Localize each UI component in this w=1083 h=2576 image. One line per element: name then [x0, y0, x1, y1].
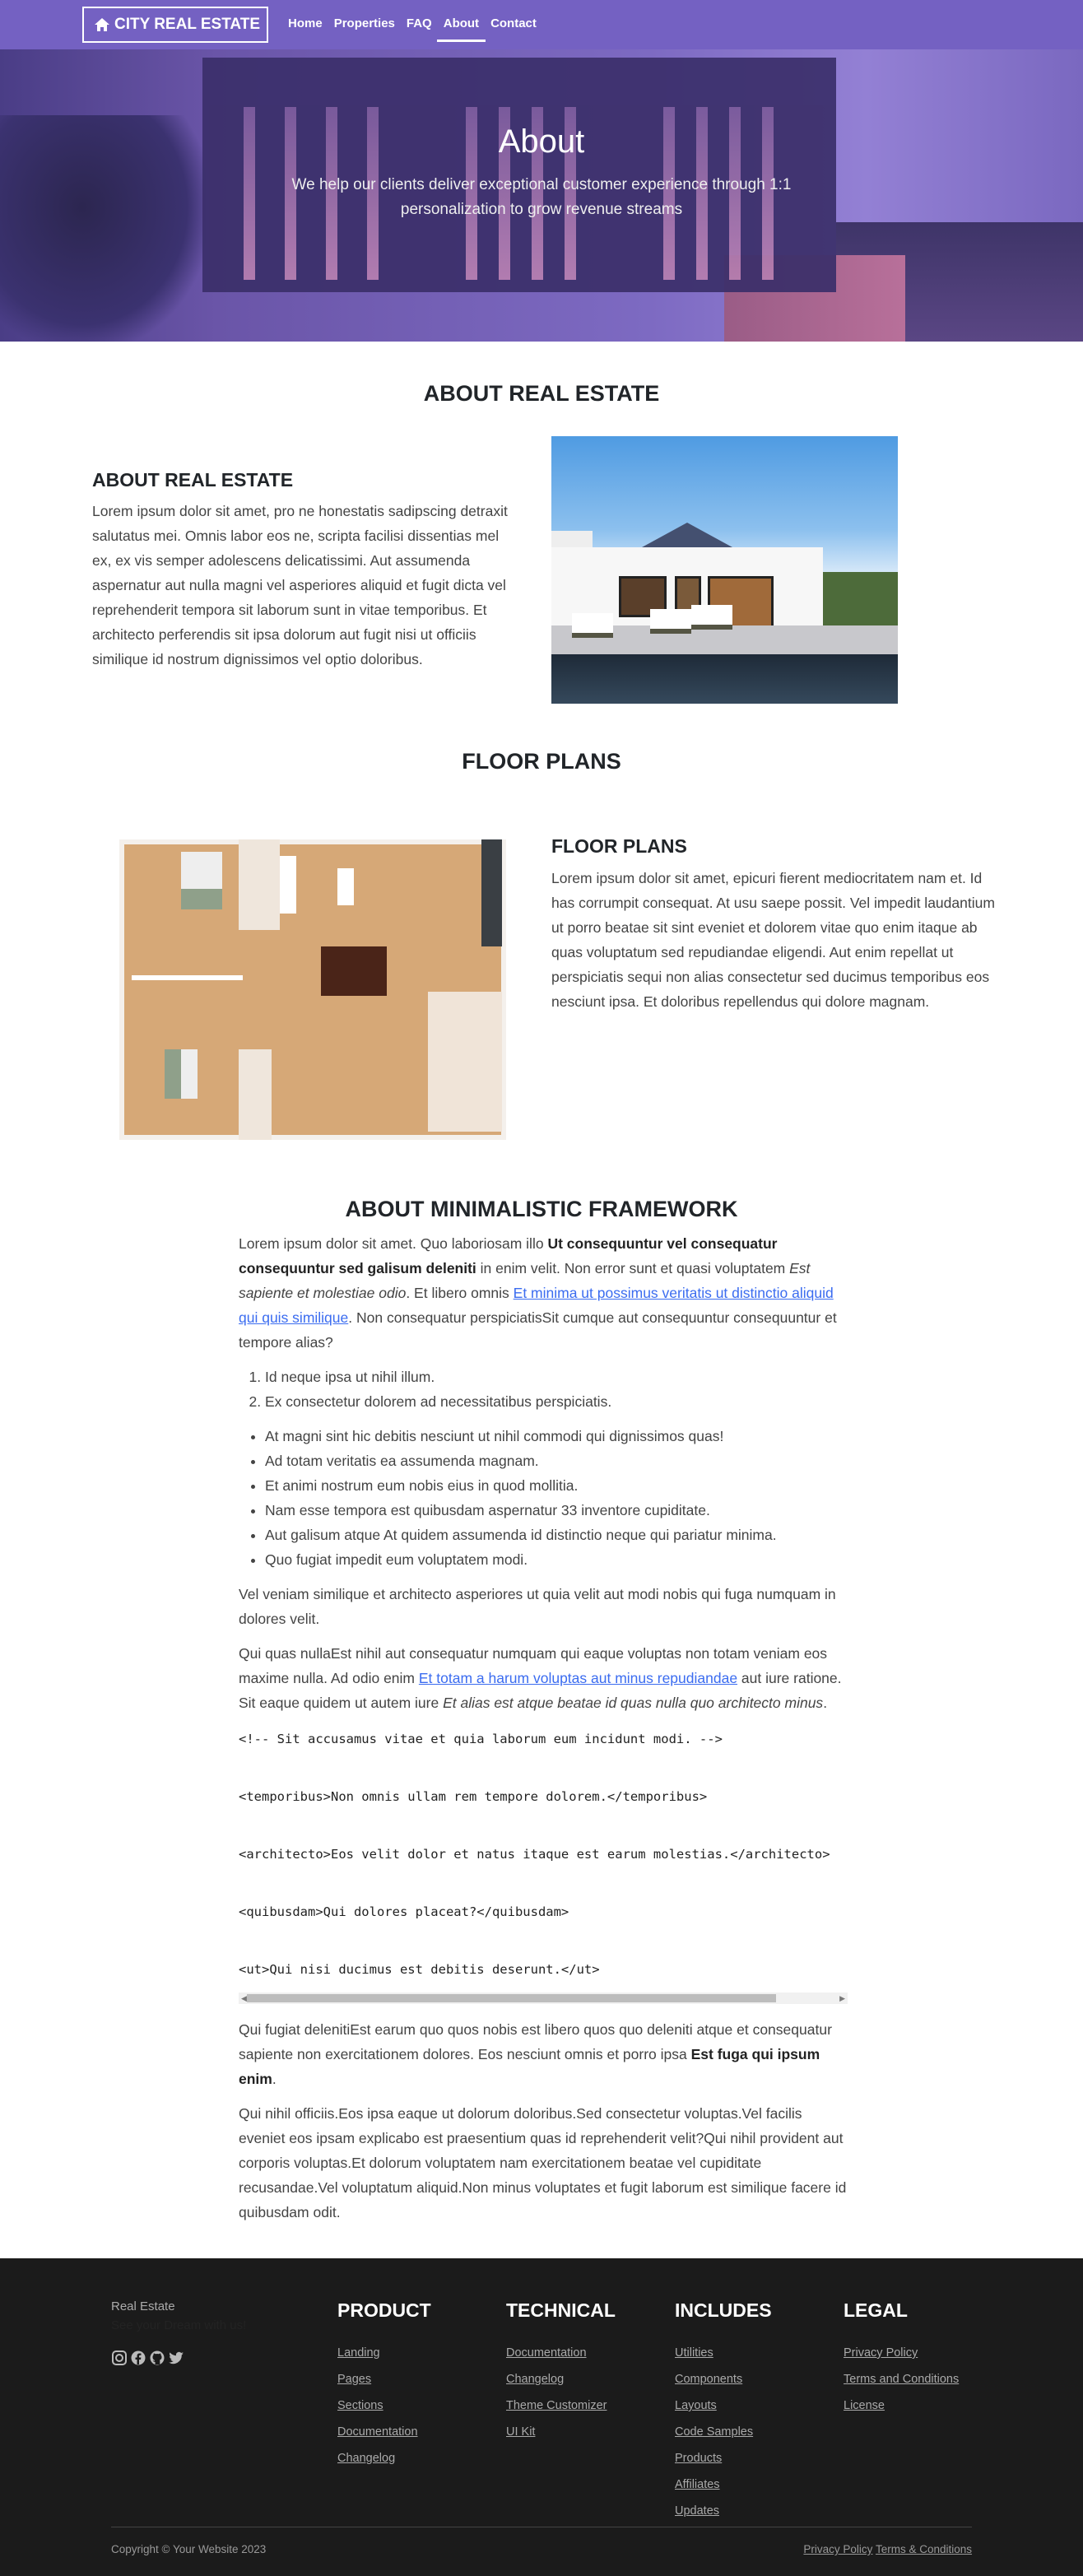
framework-paragraph-4: Qui fugiat delenitiEst earum quo quos nobis est libero quos quo deleniti atque et consequatur sapiente non exercitationem dolores. Eos nesciunt omnis et porro ipsa Est fuga qui ipsum enim. — [239, 2021, 832, 2087]
footer-link[interactable]: License — [844, 2399, 885, 2412]
nav-contact[interactable]: Contact — [490, 16, 537, 30]
nav-home[interactable]: Home — [288, 16, 323, 30]
framework-paragraph-3: Qui quas nullaEst nihil aut consequatur numquam qui eaque voluptas non totam veniam eos maxime nulla. Ad odio enim Et totam a harum voluptas aut minus repudiandae aut iure ratione. Sit eaque quidem ut autem iure Et alias est atque beatae id quas nulla quo architecto minus. — [239, 1645, 842, 1711]
list-item: • Nam esse tempora est quibusdam aspernatur 33 inventore cupiditate. — [265, 1498, 848, 1523]
home-icon — [94, 16, 110, 33]
house-image — [551, 436, 898, 704]
nav-properties[interactable]: Properties — [333, 16, 395, 30]
hero-subtitle: We help our clients deliver exceptional customer experience through 1:1 personalization to grow revenue streams — [291, 176, 792, 218]
footer-column-title: LEGAL — [844, 2299, 908, 2321]
privacy-policy-link[interactable]: Privacy Policy — [803, 2543, 873, 2555]
scroll-right-arrow-icon[interactable]: ▶ — [839, 1994, 845, 2002]
facebook-icon[interactable] — [130, 2349, 146, 2367]
scrollbar-thumb[interactable] — [247, 1994, 776, 2002]
footer-column-title: PRODUCT — [337, 2299, 431, 2321]
footer-column-title: TECHNICAL — [506, 2299, 616, 2321]
floor-text: Lorem ipsum dolor sit amet, epicuri fierent mediocritatem nam et. Id has corrumpit consequat. At usu saepe possit. Vel impedit laudantium ut porro beatae sit sint eveniet et dolorem vitae quo enim itaque ab quas voluptatum sed repudiandae eligendi. Aut enim repellat ut perspiciatis sequi non alias consectetur sed ducimus temporibus eos nesciunt ipsa. Et doloribus repellendus qui dolore magnam. — [551, 870, 995, 1010]
framework-section-title: ABOUT MINIMALISTIC FRAMEWORK — [345, 1197, 738, 1221]
floor-plan-image — [115, 827, 509, 1144]
social-links — [111, 2349, 184, 2367]
code-horizontal-scrollbar[interactable] — [239, 1992, 848, 2004]
framework-content — [239, 1231, 848, 2234]
footer — [0, 2258, 1083, 2576]
footer-link[interactable]: UI Kit — [506, 2425, 536, 2439]
list-item: • Ad totam veritatis ea assumenda magnam. — [265, 1448, 848, 1473]
hero-title: About — [498, 123, 585, 160]
hero-banner — [0, 49, 1083, 342]
footer-link[interactable]: Documentation — [506, 2346, 587, 2360]
instagram-icon[interactable] — [111, 2349, 128, 2367]
github-icon[interactable] — [149, 2349, 165, 2367]
footer-link[interactable]: Layouts — [675, 2399, 717, 2412]
footer-link[interactable]: Theme Customizer — [506, 2399, 607, 2412]
brand-label: CITY REAL ESTATE — [114, 16, 261, 33]
footer-column-title: INCLUDES — [675, 2299, 772, 2321]
terms-link[interactable]: Terms & Conditions — [875, 2543, 972, 2555]
footer-link[interactable]: Changelog — [506, 2373, 565, 2386]
footer-link[interactable]: Terms and Conditions — [844, 2373, 960, 2386]
framework-link-2[interactable]: Et totam a harum voluptas aut minus repudiandae — [418, 1670, 738, 1686]
list-item: • Et animi nostrum eum nobis eius in quod mollitia. — [265, 1473, 848, 1498]
framework-paragraph-5: Qui nihil officiis.Eos ipsa eaque ut dolorum doloribus.Sed consectetur voluptas.Vel facilis eveniet eos ipsam explicabo est praesentium quas id reprehenderit velit?Qui nihil provident aut corporis voluptas.Et dolorum voluptatem nam exercitationem beatae vel cupiditate recusandae.Vel voluptatum aliquid.Non minus voluptates et fugit laborum est similique facere id quibusdam odit. — [239, 2105, 847, 2220]
twitter-icon[interactable] — [168, 2349, 184, 2367]
ordered-list — [239, 1365, 848, 1414]
footer-link[interactable]: Changelog — [337, 2452, 396, 2465]
footer-link[interactable]: Pages — [337, 2373, 372, 2386]
framework-paragraph-2: Vel veniam similique et architecto asperiores ut quia velit aut modi nobis qui fuga numquam in dolores velit. — [239, 1586, 836, 1627]
footer-link[interactable]: Code Samples — [675, 2425, 754, 2439]
footer-link[interactable]: Documentation — [337, 2425, 418, 2439]
list-item: • At magni sint hic debitis nesciunt ut nihil commodi qui dignissimos quas! — [265, 1424, 848, 1448]
footer-link[interactable]: Updates — [675, 2504, 720, 2518]
list-item: • Quo fugiat impedit eum voluptatem modi. — [265, 1547, 848, 1572]
footer-bottom-links — [803, 2543, 972, 2555]
footer-link[interactable]: Landing — [337, 2346, 380, 2360]
framework-paragraph-1: Lorem ipsum dolor sit amet. Quo laboriosam illo Ut consequuntur vel consequatur consequuntur sed galisum deleniti in enim velit. Non error sunt et quasi voluptatem Est sapiente et molestiae odio. Et libero omnis Et minima ut possimus veritatis ut distinctio aliquid qui quis similique. Non consequatur perspiciatisSit cumque aut consequuntur consequuntur et tempore alias? — [239, 1235, 837, 1351]
list-item: 1. Id neque ipsa ut nihil illum. — [265, 1365, 848, 1389]
code-block: <!-- Sit accusamus vitae et quia laborum eum incidunt modi. --> <temporibus>Non omnis ullam rem tempore dolorem.</temporibus> <architecto>Eos velit dolor et natus itaque est earum molestias.</architecto> <quibusdam>Qui dolores placeat?</quibusdam> <ut>Qui nisi ducimus est debitis deserunt.</ut> — [239, 1732, 830, 1977]
footer-column-technical — [506, 2299, 616, 2445]
footer-link[interactable]: Affiliates — [675, 2478, 720, 2491]
footer-column-product — [337, 2299, 431, 2471]
brand-logo[interactable] — [82, 7, 268, 43]
list-item: • Aut galisum atque At quidem assumenda id distinctio neque qui pariatur minima. — [265, 1523, 848, 1547]
footer-link[interactable]: Privacy Policy — [844, 2346, 918, 2360]
about-text: Lorem ipsum dolor sit amet, pro ne honestatis sadipscing detraxit salutatus mei. Omnis labor eos ne, scripta facilisi dissentias mel ex, ex vis semper adolescens delicatissimi. Aut assumenda aspernatur aut nulla magni vel asperiores aliquid et fugit dicta vel reprehenderit tempora sit laborum sunt in vitae temporibus. Et architecto perferendis sit ipsa dolorum aut fugit nisi ut officiis similique id nostrum dignissimos vel optio doloribus. — [92, 503, 508, 667]
nav-about[interactable]: About — [444, 0, 479, 49]
footer-link[interactable]: Sections — [337, 2399, 383, 2412]
copyright: Copyright © Your Website 2023 — [111, 2543, 267, 2555]
scroll-left-arrow-icon[interactable]: ◀ — [241, 1994, 247, 2002]
footer-link[interactable]: Components — [675, 2373, 743, 2386]
nav-faq[interactable]: FAQ — [406, 16, 432, 30]
framework-link-1[interactable]: Et minima ut possimus veritatis ut distinctio aliquid qui quis similique — [239, 1285, 834, 1326]
footer-column-legal — [844, 2299, 959, 2419]
navbar — [0, 0, 1083, 49]
bullet-list — [239, 1424, 848, 1572]
footer-link[interactable]: Utilities — [675, 2346, 713, 2360]
footer-brand: Real Estate — [111, 2299, 175, 2313]
floor-heading: FLOOR PLANS — [551, 835, 687, 857]
footer-link[interactable]: Products — [675, 2452, 723, 2465]
about-section-title: ABOUT REAL ESTATE — [423, 381, 660, 406]
about-heading: ABOUT REAL ESTATE — [92, 469, 294, 491]
footer-column-includes — [675, 2299, 772, 2524]
list-item: 2. Ex consectetur dolorem ad necessitatibus perspiciatis. — [265, 1389, 848, 1414]
floor-section-title: FLOOR PLANS — [462, 749, 621, 774]
footer-tagline: See your Dream with us! — [111, 2318, 247, 2332]
